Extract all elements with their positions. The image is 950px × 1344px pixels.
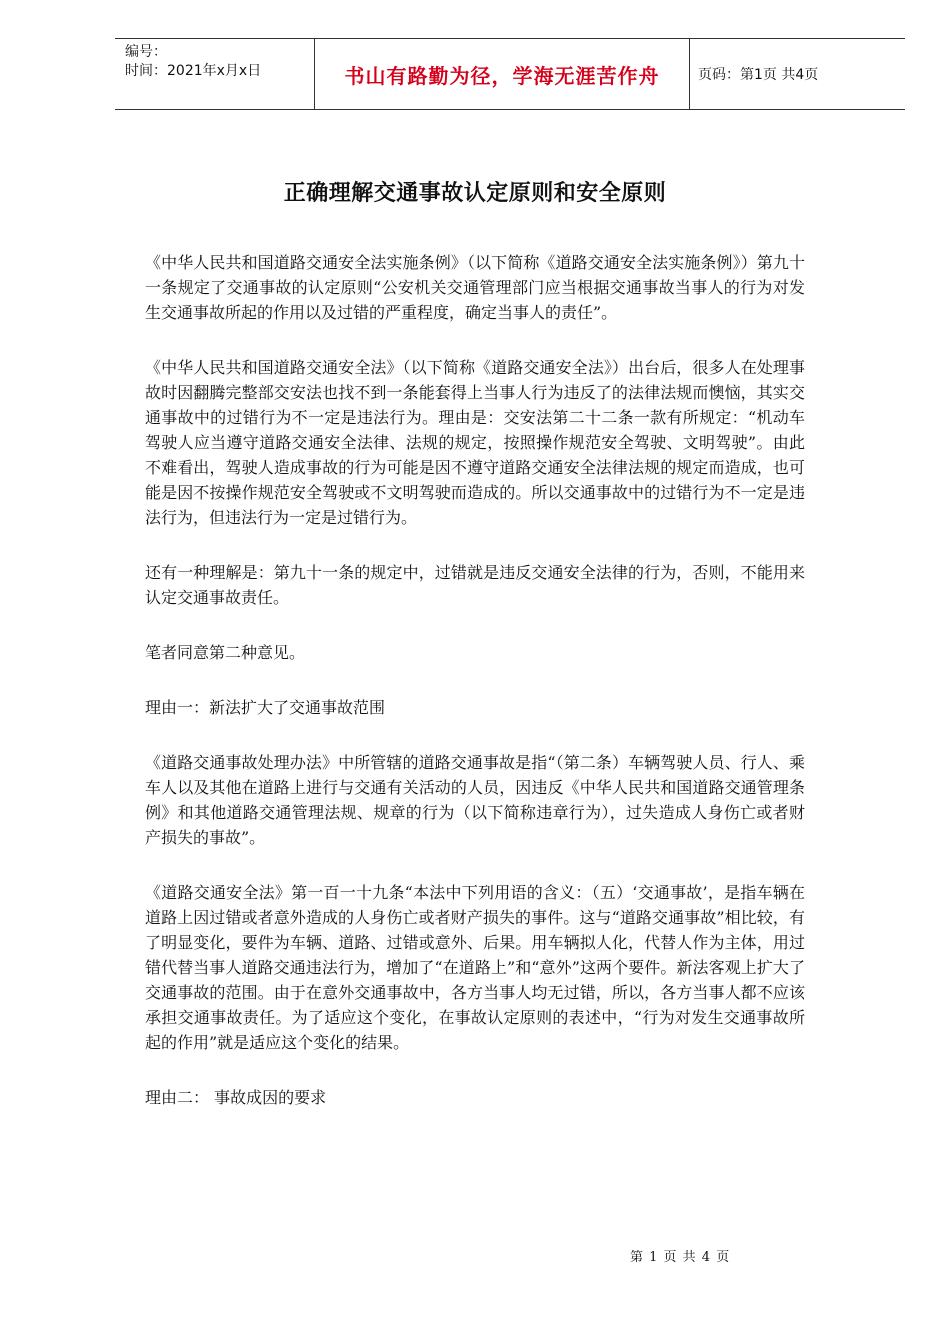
paragraph: 还有一种理解是：第九十一条的规定中，过错就是违反交通安全法律的行为，否则，不能用来认定交通事故责任。 [145,563,805,607]
paragraph: 《道路交通事故处理办法》中所管辖的道路交通事故是指“（第二条）车辆驾驶人员、行人、乘车人以及其他在道路上进行与交通有关活动的人员，因违反《中华人民共和国道路交通管理条例》和其他道路交通管理法规、规章的行为（以下简称违章行为），过失造成人身伤亡或者财产损失的事故”。 [145,753,805,847]
page-footer: 第 1 页 共 4 页 [630,1250,731,1265]
header-page-info: 页码：第1页 共4页 [698,67,819,83]
document-title: 正确理解交通事故认定原则和安全原则 [283,180,667,206]
section-heading: 理由一：新法扩大了交通事故范围 [145,698,386,717]
paragraph: 笔者同意第二种意见。 [145,643,306,662]
header-motto: 书山有路勤为径，学海无涯苦作舟 [315,39,690,109]
paragraph: 《中华人民共和国道路交通安全法实施条例》（以下简称《道路交通安全法实施条例》）第九十一条规定了交通事故的认定原则“公安机关交通管理部门应当根据交通事故当事人的行为对发生交通事故所起的作用以及过错的严重程度，确定当事人的责任”。 [145,253,805,322]
paragraph: 《中华人民共和国道路交通安全法》（以下简称《道路交通安全法》）出台后，很多人在处理事故时因翻腾完整部交安法也找不到一条能套得上当事人行为违反了的法律法规而懊恼，其实交通事故中的过错行为不一定是违法行为。理由是：交安法第二十二条一款有所规定：“机动车驾驶人应当遵守道路交通安全法律、法规的规定，按照操作规范安全驾驶、文明驾驶”。由此不难看出，驾驶人造成事故的行为可能是因不遵守道路交通安全法律法规的规定而造成，也可能是因不按操作规范安全驾驶或不文明驾驶而造成的。所以交通事故中的过错行为不一定是违法行为，但违法行为一定是过错行为。 [145,358,805,527]
header-meta [115,39,315,109]
time-label: 时间：2021年x月x日 [125,63,262,79]
section-heading: 理由二： 事故成因的要求 [145,1088,327,1107]
document-body [145,250,805,1140]
number-label: 编号： [125,44,167,60]
page-header [115,38,905,110]
paragraph: 《道路交通安全法》第一百一十九条“本法中下列用语的含义：（五）‘交通事故’，是指车辆在道路上因过错或者意外造成的人身伤亡或者财产损失的事件。这与“道路交通事故”相比较，有了明显变化，要件为车辆、道路、过错或意外、后果。用车辆拟人化，代替人作为主体，用过错代替当事人道路交通违法行为，增加了“在道路上”和“意外”这两个要件。新法客观上扩大了交通事故的范围。由于在意外交通事故中，各方当事人均无过错，所以，各方当事人都不应该承担交通事故责任。为了适应这个变化，在事故认定原则的表述中，“行为对发生交通事故所起的作用”就是适应这个变化的结果。 [145,883,805,1052]
